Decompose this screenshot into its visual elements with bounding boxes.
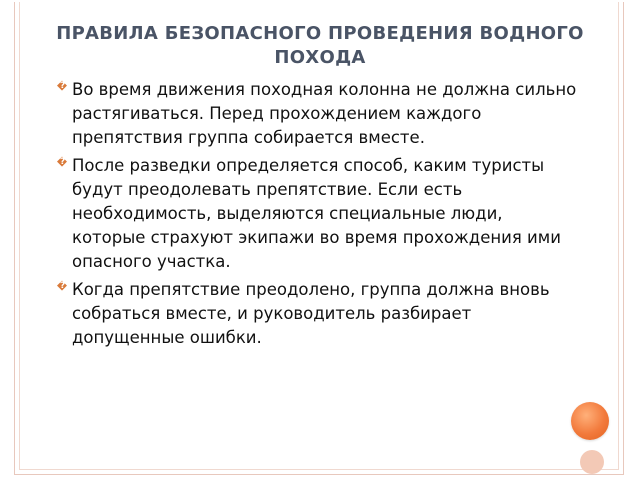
bullet-text-3: Когда препятствие преодолено, группа должна вновь собраться вместе, и руководитель разбирает допущенные ошибки. xyxy=(72,280,550,347)
decor-orange-circle-icon xyxy=(571,402,609,440)
bullet-item-1 xyxy=(58,78,578,150)
bullet-text-2: После разведки определяется способ, каким туристы будут преодолевать препятствие. Если есть необходимость, выделяются специальные люди, которые страхуют экипажи во время прохождения ими опасного участка. xyxy=(72,156,561,271)
bullet-item-2 xyxy=(58,154,578,274)
bullet-item-3 xyxy=(58,278,578,350)
diamond-question-icon xyxy=(57,279,69,293)
bullet-text-1: Во время движения походная колонна не должна сильно растягиваться. Перед прохождением каждого препятствия группа собирается вместе. xyxy=(72,80,577,147)
slide-title: ПРАВИЛА БЕЗОПАСНОГО ПРОВЕДЕНИЯ ВОДНОГО ПОХОДА xyxy=(56,23,584,68)
diamond-question-icon xyxy=(57,79,69,93)
bullet-list xyxy=(58,78,578,354)
diamond-question-icon xyxy=(57,155,69,169)
decor-pink-circle-icon xyxy=(580,450,604,474)
